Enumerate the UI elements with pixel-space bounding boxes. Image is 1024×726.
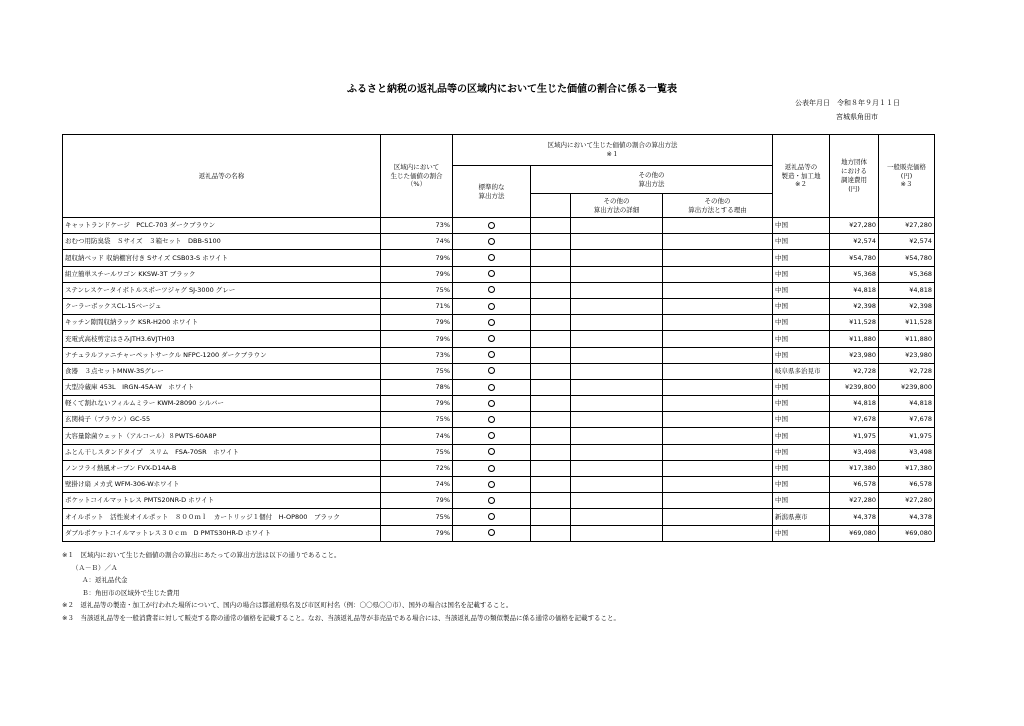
header-place-line-2: ※２ xyxy=(795,180,807,189)
cell-other-detail xyxy=(571,250,663,266)
check-circle-icon xyxy=(488,497,495,504)
cell-other-method xyxy=(531,396,571,412)
header-other-reason-line-1: 算出方法とする理由 xyxy=(688,205,747,214)
cell-other-reason xyxy=(663,428,773,444)
cell-name: 超収納ベッド 収納棚宮付き Sサイズ CSB03-S ホワイト xyxy=(63,250,381,266)
cell-standard-method xyxy=(453,266,531,282)
cell-other-reason xyxy=(663,460,773,476)
header-standard-line-0: 標準的な xyxy=(478,182,505,191)
header-cost-line-2: 調達費用 xyxy=(841,176,867,184)
cell-other-detail xyxy=(571,282,663,298)
check-circle-icon xyxy=(488,481,495,488)
cell-cost: ¥5,368 xyxy=(830,266,879,282)
table-row xyxy=(63,347,935,363)
cell-other-method xyxy=(531,315,571,331)
cell-price: ¥54,780 xyxy=(879,250,935,266)
cell-price: ¥27,280 xyxy=(879,493,935,509)
cell-price: ¥2,574 xyxy=(879,234,935,250)
cell-place: 中国 xyxy=(773,218,830,234)
header-name: 返礼品等の名称 xyxy=(63,135,381,218)
note-b: Ｂ：角田市の区域外で生じた費用 xyxy=(82,588,180,597)
cell-name: 食器 ３点セットMNW-3Sグレー xyxy=(63,363,381,379)
header-cost-lines xyxy=(832,158,876,193)
table-row xyxy=(63,266,935,282)
header-place xyxy=(773,135,830,218)
returns-table xyxy=(62,134,935,542)
cell-other-method xyxy=(531,234,571,250)
cell-name: 軽くて割れないフィルムミラー KWM-28090 シルバー xyxy=(63,396,381,412)
publish-date-value: 令和８年９月１１日 xyxy=(837,99,900,107)
cell-place: 中国 xyxy=(773,234,830,250)
cell-other-reason xyxy=(663,266,773,282)
cell-cost: ¥23,980 xyxy=(830,347,879,363)
check-circle-icon xyxy=(488,529,495,536)
check-circle-icon xyxy=(488,448,495,455)
header-cost-line-3: (円) xyxy=(848,184,860,193)
table-row xyxy=(63,298,935,314)
cell-other-detail xyxy=(571,379,663,395)
note-formula: （Ａ－Ｂ）／Ａ xyxy=(72,563,118,572)
cell-ratio: 73% xyxy=(381,218,453,234)
cell-other-reason xyxy=(663,363,773,379)
cell-name: ステンレスケータイボトルスポーツジャグ SJ-3000 グレー xyxy=(63,282,381,298)
cell-other-method xyxy=(531,298,571,314)
page-title: ふるさと納税の返礼品等の区域内において生じた価値の割合に係る一覧表 xyxy=(347,84,677,95)
cell-price: ¥11,880 xyxy=(879,331,935,347)
footnotes xyxy=(62,549,942,624)
header-cost-line-1: における xyxy=(841,167,867,176)
cell-ratio: 71% xyxy=(381,298,453,314)
cell-other-detail xyxy=(571,266,663,282)
cell-other-reason xyxy=(663,218,773,234)
cell-other-method xyxy=(531,363,571,379)
note-a: Ａ：返礼品代金 xyxy=(82,576,128,584)
cell-standard-method xyxy=(453,493,531,509)
cell-cost: ¥3,498 xyxy=(830,444,879,460)
header-other-line-0: その他の xyxy=(638,170,665,179)
header-place-line-1: 製造・加工地 xyxy=(781,171,821,180)
cell-place: 中国 xyxy=(773,379,830,395)
cell-other-method xyxy=(531,460,571,476)
cell-name: 大型冷蔵庫 453L IRGN-45A-W ホワイト xyxy=(63,379,381,395)
check-circle-icon xyxy=(488,319,495,326)
header-cost-line-0: 地方団体 xyxy=(841,158,867,167)
cell-name: 壁掛け扇 メカ式 WFM-306-Wホワイト xyxy=(63,477,381,493)
check-circle-icon xyxy=(488,270,495,277)
header-cost xyxy=(830,135,879,218)
cell-cost: ¥2,574 xyxy=(830,234,879,250)
cell-place: 中国 xyxy=(773,412,830,428)
cell-price: ¥4,818 xyxy=(879,396,935,412)
cell-ratio: 79% xyxy=(381,331,453,347)
cell-place: 中国 xyxy=(773,477,830,493)
cell-ratio: 79% xyxy=(381,396,453,412)
cell-cost: ¥6,578 xyxy=(830,477,879,493)
cell-other-method xyxy=(531,282,571,298)
cell-other-reason xyxy=(663,396,773,412)
cell-other-method xyxy=(531,347,571,363)
cell-cost: ¥7,678 xyxy=(830,412,879,428)
table-row xyxy=(63,477,935,493)
cell-standard-method xyxy=(453,234,531,250)
check-circle-icon xyxy=(488,432,495,439)
cell-name: ダブルポケットコイルマットレス３０ｃｍ D PMTS30HR-D ホワイト xyxy=(63,525,381,541)
cell-name: おむつ用防臭袋 Ｓサイズ ３箱セット DBB-S100 xyxy=(63,234,381,250)
check-circle-icon xyxy=(488,351,495,358)
cell-cost: ¥27,280 xyxy=(830,493,879,509)
table-header xyxy=(63,135,935,218)
cell-price: ¥11,528 xyxy=(879,315,935,331)
cell-standard-method xyxy=(453,282,531,298)
header-other xyxy=(531,166,773,194)
table-row xyxy=(63,218,935,234)
cell-standard-method xyxy=(453,412,531,428)
cell-ratio: 79% xyxy=(381,315,453,331)
header-ratio-line-1: 生じた価値の割合 xyxy=(390,171,443,180)
cell-price: ¥239,800 xyxy=(879,379,935,395)
cell-name: 組立簡単スチールワゴン KKSW-3T ブラック xyxy=(63,266,381,282)
cell-ratio: 75% xyxy=(381,509,453,525)
cell-standard-method xyxy=(453,347,531,363)
cell-place: 新潟県燕市 xyxy=(773,509,830,525)
cell-ratio: 74% xyxy=(381,428,453,444)
cell-other-detail xyxy=(571,460,663,476)
cell-price: ¥4,818 xyxy=(879,282,935,298)
cell-other-detail xyxy=(571,477,663,493)
cell-other-reason xyxy=(663,509,773,525)
cell-standard-method xyxy=(453,477,531,493)
table-row xyxy=(63,412,935,428)
cell-standard-method xyxy=(453,460,531,476)
cell-place: 中国 xyxy=(773,428,830,444)
cell-other-detail xyxy=(571,234,663,250)
cell-standard-method xyxy=(453,250,531,266)
cell-standard-method xyxy=(453,298,531,314)
cell-price: ¥27,280 xyxy=(879,218,935,234)
cell-cost: ¥4,818 xyxy=(830,282,879,298)
cell-price: ¥1,975 xyxy=(879,428,935,444)
cell-price: ¥23,980 xyxy=(879,347,935,363)
header-price-lines xyxy=(881,163,932,189)
cell-ratio: 79% xyxy=(381,493,453,509)
cell-ratio: 75% xyxy=(381,363,453,379)
cell-standard-method xyxy=(453,331,531,347)
check-circle-icon xyxy=(488,384,495,391)
header-other-detail-line-0: その他の xyxy=(603,196,630,205)
header-other-reason xyxy=(663,194,773,218)
header-other-detail-lines xyxy=(573,197,660,215)
table-row xyxy=(63,250,935,266)
cell-place: 中国 xyxy=(773,444,830,460)
cell-other-reason xyxy=(663,298,773,314)
cell-other-method xyxy=(531,266,571,282)
cell-standard-method xyxy=(453,509,531,525)
cell-place: 中国 xyxy=(773,525,830,541)
cell-other-detail xyxy=(571,509,663,525)
cell-cost: ¥11,528 xyxy=(830,315,879,331)
cell-other-method xyxy=(531,493,571,509)
table-row xyxy=(63,493,935,509)
table-row xyxy=(63,331,935,347)
cell-standard-method xyxy=(453,315,531,331)
cell-ratio: 74% xyxy=(381,477,453,493)
table-row xyxy=(63,509,935,525)
cell-other-method xyxy=(531,250,571,266)
cell-cost: ¥69,080 xyxy=(830,525,879,541)
header-price xyxy=(879,135,935,218)
header-standard xyxy=(453,166,531,218)
header-ratio-line-0: 区域内において xyxy=(393,162,440,171)
table-body xyxy=(63,218,935,542)
header-standard-lines xyxy=(455,183,528,201)
cell-place: 中国 xyxy=(773,396,830,412)
check-circle-icon xyxy=(488,367,495,374)
organization-name: 宮城県角田市 xyxy=(836,113,878,121)
cell-price: ¥2,398 xyxy=(879,298,935,314)
cell-place: 岐阜県多治見市 xyxy=(773,363,830,379)
cell-ratio: 75% xyxy=(381,412,453,428)
cell-other-reason xyxy=(663,250,773,266)
check-circle-icon xyxy=(488,254,495,261)
cell-price: ¥7,678 xyxy=(879,412,935,428)
cell-cost: ¥2,728 xyxy=(830,363,879,379)
cell-cost: ¥54,780 xyxy=(830,250,879,266)
table-row xyxy=(63,379,935,395)
cell-ratio: 72% xyxy=(381,460,453,476)
check-circle-icon xyxy=(488,303,495,310)
publish-date xyxy=(795,98,900,108)
header-method xyxy=(453,135,773,166)
cell-place: 中国 xyxy=(773,282,830,298)
header-other-reason-lines xyxy=(665,197,770,215)
note-3: ※３ 当該返礼品等を一般消費者に対して販売する際の通常の価格を記載すること。なお、当該返礼品等が非売品である場合には、当該返礼品等の類似製品に係る通常の価格を記載すること。 xyxy=(62,613,620,622)
note-1: ※１ 区域内において生じた価値の割合の算出にあたっての算出方法は以下の通りであること。 xyxy=(62,551,341,559)
cell-name: ナチュラルファニチャーペットサークル NFPC-1200 ダークブラウン xyxy=(63,347,381,363)
cell-cost: ¥17,380 xyxy=(830,460,879,476)
header-place-line-0: 返礼品等の xyxy=(784,162,818,171)
cell-ratio: 78% xyxy=(381,379,453,395)
cell-other-detail xyxy=(571,218,663,234)
header-other-spacer xyxy=(531,194,571,218)
header-other-lines xyxy=(533,171,770,189)
cell-price: ¥5,368 xyxy=(879,266,935,282)
header-other-reason-line-0: その他の xyxy=(704,196,731,205)
publish-date-label: 公表年月日 xyxy=(795,99,830,107)
cell-ratio: 79% xyxy=(381,250,453,266)
check-circle-icon xyxy=(488,238,495,245)
cell-cost: ¥4,378 xyxy=(830,509,879,525)
table-row xyxy=(63,363,935,379)
table-row xyxy=(63,315,935,331)
check-circle-icon xyxy=(488,286,495,293)
cell-name: キッチン隙間収納ラック KSR-H200 ホワイト xyxy=(63,315,381,331)
cell-other-method xyxy=(531,412,571,428)
cell-standard-method xyxy=(453,218,531,234)
cell-name: ノンフライ熱風オーブン FVX-D14A-B xyxy=(63,460,381,476)
cell-other-method xyxy=(531,525,571,541)
cell-cost: ¥2,398 xyxy=(830,298,879,314)
header-ratio-line-2: （%） xyxy=(406,180,427,189)
cell-place: 中国 xyxy=(773,493,830,509)
cell-ratio: 79% xyxy=(381,525,453,541)
table-row xyxy=(63,525,935,541)
cell-cost: ¥11,880 xyxy=(830,331,879,347)
note-2: ※２ 返礼品等の製造・加工が行われた場所について、国内の場合は都道府県名及び市区町村名（例：〇〇県〇〇市）、国外の場合は国名を記載すること。 xyxy=(62,601,513,609)
cell-other-detail xyxy=(571,428,663,444)
cell-name: 充電式高枝剪定はさみJTH3.6VJTH03 xyxy=(63,331,381,347)
cell-other-detail xyxy=(571,347,663,363)
cell-place: 中国 xyxy=(773,315,830,331)
check-circle-icon xyxy=(488,416,495,423)
cell-ratio: 79% xyxy=(381,266,453,282)
cell-place: 中国 xyxy=(773,298,830,314)
cell-price: ¥69,080 xyxy=(879,525,935,541)
cell-other-method xyxy=(531,331,571,347)
cell-ratio: 74% xyxy=(381,234,453,250)
header-place-lines xyxy=(775,163,827,189)
check-circle-icon xyxy=(488,465,495,472)
table-row xyxy=(63,428,935,444)
cell-ratio: 75% xyxy=(381,282,453,298)
cell-other-method xyxy=(531,428,571,444)
cell-standard-method xyxy=(453,363,531,379)
cell-standard-method xyxy=(453,396,531,412)
cell-other-reason xyxy=(663,477,773,493)
cell-other-detail xyxy=(571,363,663,379)
cell-name: 玄関椅子（ブラウン）GC-55 xyxy=(63,412,381,428)
cell-other-detail xyxy=(571,525,663,541)
cell-other-reason xyxy=(663,493,773,509)
cell-other-detail xyxy=(571,331,663,347)
cell-standard-method xyxy=(453,428,531,444)
cell-cost: ¥239,800 xyxy=(830,379,879,395)
check-circle-icon xyxy=(488,400,495,407)
cell-place: 中国 xyxy=(773,460,830,476)
check-circle-icon xyxy=(488,222,495,229)
table-row xyxy=(63,460,935,476)
header-price-line-2: ※３ xyxy=(900,180,913,189)
cell-other-reason xyxy=(663,315,773,331)
cell-other-reason xyxy=(663,525,773,541)
header-method-lines xyxy=(455,141,770,159)
cell-price: ¥2,728 xyxy=(879,363,935,379)
cell-place: 中国 xyxy=(773,266,830,282)
cell-other-method xyxy=(531,444,571,460)
cell-other-method xyxy=(531,477,571,493)
cell-other-method xyxy=(531,509,571,525)
cell-other-detail xyxy=(571,412,663,428)
header-method-line-0: 区域内において生じた価値の割合の算出方法 xyxy=(547,141,678,150)
cell-cost: ¥1,975 xyxy=(830,428,879,444)
header-method-line-1: ※１ xyxy=(606,150,619,158)
cell-place: 中国 xyxy=(773,347,830,363)
cell-standard-method xyxy=(453,525,531,541)
cell-name: ふとん干しスタンドタイプ スリム FSA-70SR ホワイト xyxy=(63,444,381,460)
cell-place: 中国 xyxy=(773,250,830,266)
cell-place: 中国 xyxy=(773,331,830,347)
check-circle-icon xyxy=(488,513,495,520)
table-row xyxy=(63,396,935,412)
cell-price: ¥6,578 xyxy=(879,477,935,493)
cell-other-reason xyxy=(663,282,773,298)
cell-price: ¥17,380 xyxy=(879,460,935,476)
cell-other-reason xyxy=(663,379,773,395)
table-row xyxy=(63,282,935,298)
cell-other-reason xyxy=(663,331,773,347)
cell-other-method xyxy=(531,218,571,234)
header-standard-line-1: 算出方法 xyxy=(478,191,505,200)
header-other-line-1: 算出方法 xyxy=(638,179,665,188)
cell-name: 大容量除菌ウェット（アルコール）８PWTS-60A8P xyxy=(63,428,381,444)
cell-cost: ¥27,280 xyxy=(830,218,879,234)
cell-other-detail xyxy=(571,444,663,460)
cell-name: ポケットコイルマットレス PMTS20NR-D ホワイト xyxy=(63,493,381,509)
cell-other-detail xyxy=(571,493,663,509)
header-price-line-1: (円) xyxy=(900,171,913,180)
cell-other-detail xyxy=(571,396,663,412)
cell-other-reason xyxy=(663,347,773,363)
cell-other-method xyxy=(531,379,571,395)
cell-other-detail xyxy=(571,315,663,331)
cell-name: オイルポット 活性炭オイルポット ８００ｍｌ カートリッジ１個付 H-OP800 ブラック xyxy=(63,509,381,525)
cell-ratio: 73% xyxy=(381,347,453,363)
cell-standard-method xyxy=(453,379,531,395)
cell-price: ¥4,378 xyxy=(879,509,935,525)
table-row xyxy=(63,234,935,250)
cell-ratio: 75% xyxy=(381,444,453,460)
cell-other-detail xyxy=(571,298,663,314)
cell-price: ¥3,498 xyxy=(879,444,935,460)
cell-other-reason xyxy=(663,444,773,460)
cell-name: キャットランドケージ PCLC-703 ダークブラウン xyxy=(63,218,381,234)
header-ratio xyxy=(381,135,453,218)
cell-other-reason xyxy=(663,412,773,428)
header-price-line-0: 一般販売価格 xyxy=(887,162,926,171)
check-circle-icon xyxy=(488,335,495,342)
header-other-detail xyxy=(571,194,663,218)
header-ratio-lines xyxy=(383,163,450,189)
cell-name: クーラーボックスCL-15ベージュ xyxy=(63,298,381,314)
table-row xyxy=(63,444,935,460)
header-other-detail-line-1: 算出方法の詳細 xyxy=(593,205,640,214)
cell-standard-method xyxy=(453,444,531,460)
cell-cost: ¥4,818 xyxy=(830,396,879,412)
cell-other-reason xyxy=(663,234,773,250)
